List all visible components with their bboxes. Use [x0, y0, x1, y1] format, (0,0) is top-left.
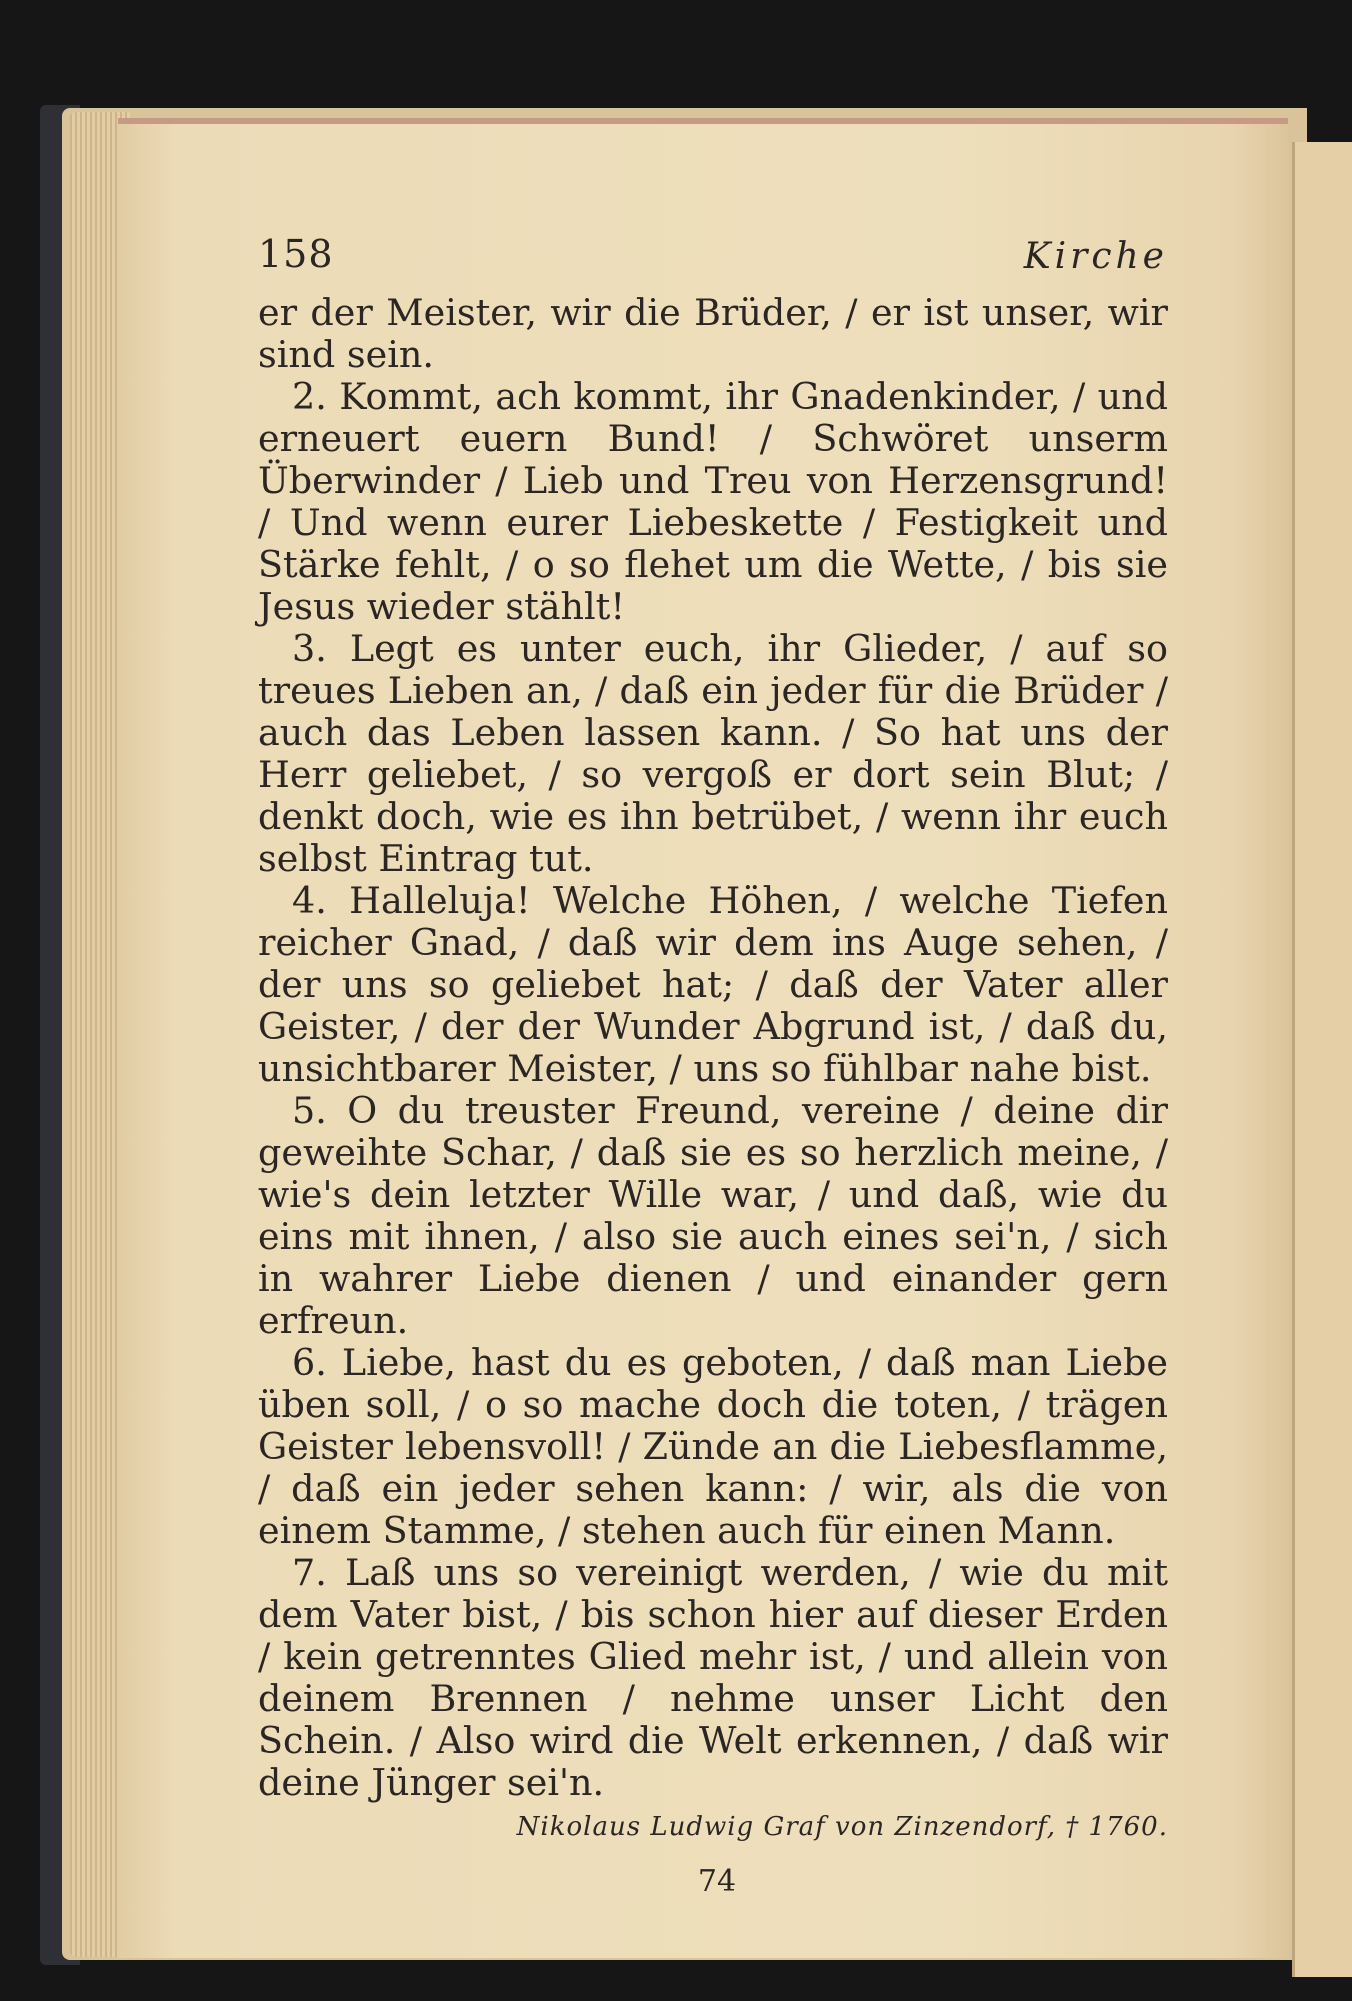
page-header: [258, 232, 1168, 292]
verse-4: 4. Halleluja! Welche Höhen, / welche Tiefen reicher Gnad, / daß wir dem ins Auge sehen, / der uns so geliebet hat; / daß der Vater aller Geister, / der der Wunder Abgrund ist, / daß du, unsichtbarer Meister, / uns so fühlbar nahe bist.: [258, 879, 1168, 1090]
verse-5: 5. O du treuster Freund, vereine / deine dir geweihte Schar, / daß sie es so herzlich meine, / wie's dein letzter Wille war, / und daß, wie du eins mit ihnen, / also sie auch eines sei'n, / sich in wahrer Liebe dienen / und einander gern erfreun.: [258, 1089, 1168, 1342]
verse-3: 3. Legt es unter euch, ihr Glieder, / auf so treues Lieben an, / daß ein jeder für die Brüder / auch das Leben lassen kann. / So hat uns der Herr geliebet, / so vergoß er dort sein Blut; / denkt doch, wie es ihn betrübet, / wenn ihr euch selbst Eintrag tut.: [258, 627, 1168, 880]
running-head: Kirche: [1023, 236, 1168, 277]
verse-7: 7. Laß uns so vereinigt werden, / wie du mit dem Vater bist, / bis schon hier auf dieser Erden / kein getrenntes Glied mehr ist, / und allein von deinem Brennen / nehme unser Licht den Schein. / Also wird die Welt erkennen, / daß wir deine Jünger sei'n.: [258, 1551, 1168, 1804]
verse-6: 6. Liebe, hast du es geboten, / daß man Liebe üben soll, / o so mache doch die toten, / trägen Geister lebensvoll! / Zünde an die Liebesflamme, / daß ein jeder sehen kann: / wir, als die von einem Stamme, / stehen auch für einen Mann.: [258, 1341, 1168, 1552]
page-number: 158: [258, 232, 334, 276]
facing-page: [1292, 142, 1352, 1977]
printer-signature-mark: 74: [697, 1864, 737, 1899]
verse-continuation: er der Meister, wir die Brüder, / er ist unser, wir sind sein.: [258, 291, 1168, 376]
hymn-author: Nikolaus Ludwig Graf von Zinzendorf, † 1760.: [516, 1812, 1168, 1842]
verse-2: 2. Kommt, ach kommt, ihr Gnadenkinder, / und erneuert euern Bund! / Schwöret unserm Überwinder / Lieb und Treu von Herzensgrund! / Und wenn eurer Liebeskette / Festigkeit und Stärke fehlt, / o so flehet um die Wette, / bis sie Jesus wieder stählt!: [258, 375, 1168, 628]
page-content: [258, 232, 1168, 1899]
